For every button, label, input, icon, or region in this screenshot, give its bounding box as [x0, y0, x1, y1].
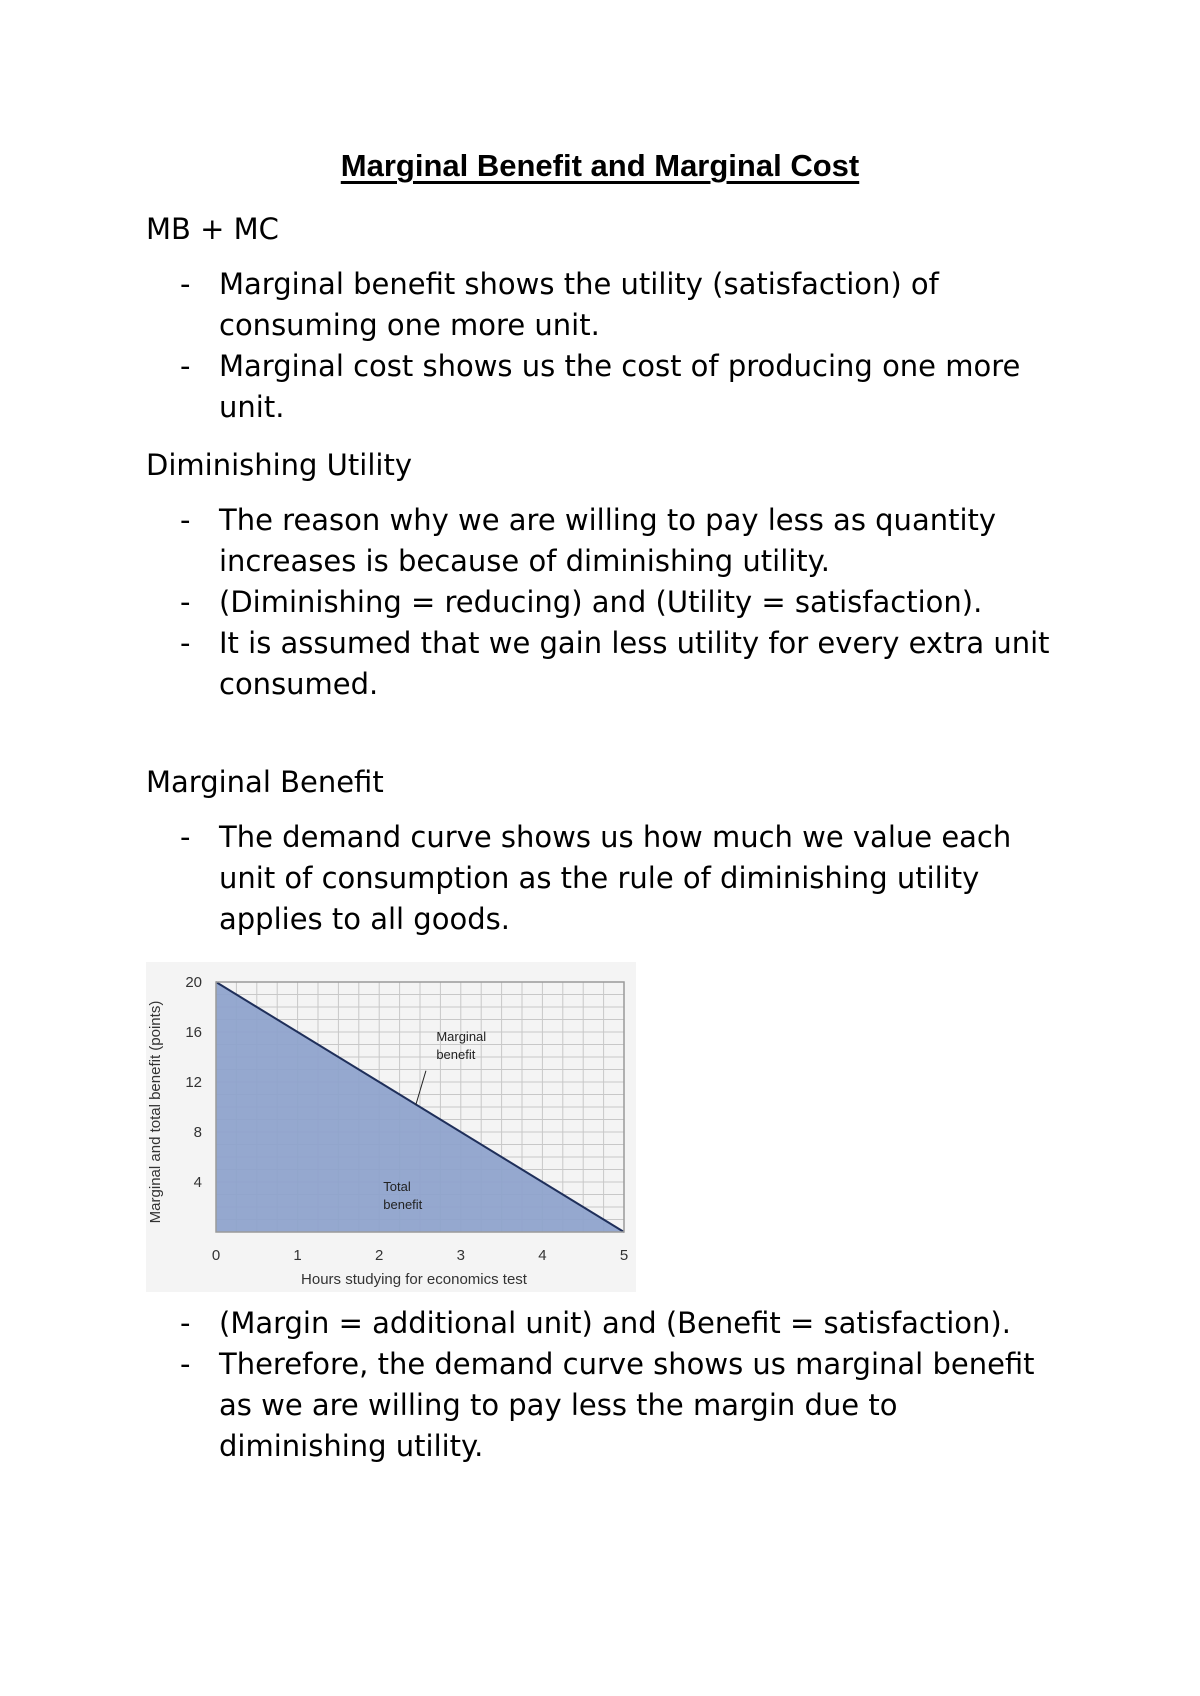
annotation-line: benefit: [436, 1046, 476, 1062]
bullet-text: (Diminishing = reducing) and (Utility = satisfaction).: [219, 585, 983, 619]
y-axis-label: Marginal and total benefit (points): [147, 1000, 164, 1224]
bullet-list-marginal-benefit-continued: [0, 1303, 1200, 1467]
bullet-text: (Margin = additional unit) and (Benefit = satisfaction).: [219, 1306, 1011, 1340]
list-item: [0, 817, 1069, 940]
section-heading-marginal-benefit: Marginal Benefit: [146, 765, 384, 799]
annotation-line: Total: [383, 1178, 411, 1194]
list-item: [0, 346, 1069, 428]
bullet-dash: -: [180, 820, 191, 854]
x-tick-label: 3: [456, 1247, 465, 1264]
list-item: [0, 1303, 1069, 1344]
bullet-dash: -: [180, 585, 191, 619]
bullet-list-mb-mc: [0, 264, 1200, 428]
bullet-dash: -: [180, 1347, 191, 1381]
list-item: [0, 582, 1069, 623]
x-tick-label: 4: [538, 1247, 547, 1264]
section-heading-mb-mc: MB + MC: [146, 212, 279, 246]
y-tick-label: 4: [193, 1174, 202, 1191]
bullet-text: Marginal cost shows us the cost of producing one more unit.: [219, 349, 1021, 424]
page-title: Marginal Benefit and Marginal Cost: [340, 148, 860, 183]
list-item: [0, 1344, 1069, 1467]
bullet-text: The reason why we are willing to pay less as quantity increases is because of diminishing utility.: [219, 503, 997, 578]
chart-svg: [146, 962, 636, 1292]
list-item: [0, 500, 1069, 582]
y-tick-label: 12: [185, 1074, 202, 1091]
x-tick-label: 2: [375, 1247, 384, 1264]
bullet-dash: -: [180, 267, 191, 301]
bullet-text: The demand curve shows us how much we value each unit of consumption as the rule of diminishing utility applies to all goods.: [219, 820, 1012, 936]
bullet-dash: -: [180, 1306, 191, 1340]
bullet-list-marginal-benefit: [0, 817, 1200, 940]
x-tick-label: 1: [293, 1247, 302, 1264]
y-tick-label: 16: [185, 1024, 202, 1041]
annotation-line: Marginal: [436, 1028, 487, 1044]
x-tick-label: 0: [211, 1247, 221, 1264]
x-axis-label: Hours studying for economics test: [301, 1271, 527, 1288]
bullet-dash: -: [180, 349, 191, 383]
bullet-text: Marginal benefit shows the utility (satisfaction) of consuming one more unit.: [219, 267, 939, 342]
bullet-list-diminishing-utility: [0, 500, 1200, 705]
list-item: [0, 623, 1069, 705]
bullet-text: Therefore, the demand curve shows us marginal benefit as we are willing to pay less the margin due to diminishing utility.: [219, 1347, 1035, 1463]
bullet-dash: -: [180, 503, 191, 537]
x-tick-label: 5: [619, 1247, 629, 1264]
y-tick-label: 20: [185, 974, 202, 991]
annotation-line: benefit: [383, 1196, 423, 1212]
section-heading-diminishing-utility: Diminishing Utility: [146, 448, 412, 482]
bullet-text: It is assumed that we gain less utility for every extra unit consumed.: [219, 626, 1050, 701]
marginal-benefit-chart: [146, 962, 636, 1292]
bullet-dash: -: [180, 626, 191, 660]
y-tick-label: 8: [193, 1124, 202, 1141]
list-item: [0, 264, 1069, 346]
